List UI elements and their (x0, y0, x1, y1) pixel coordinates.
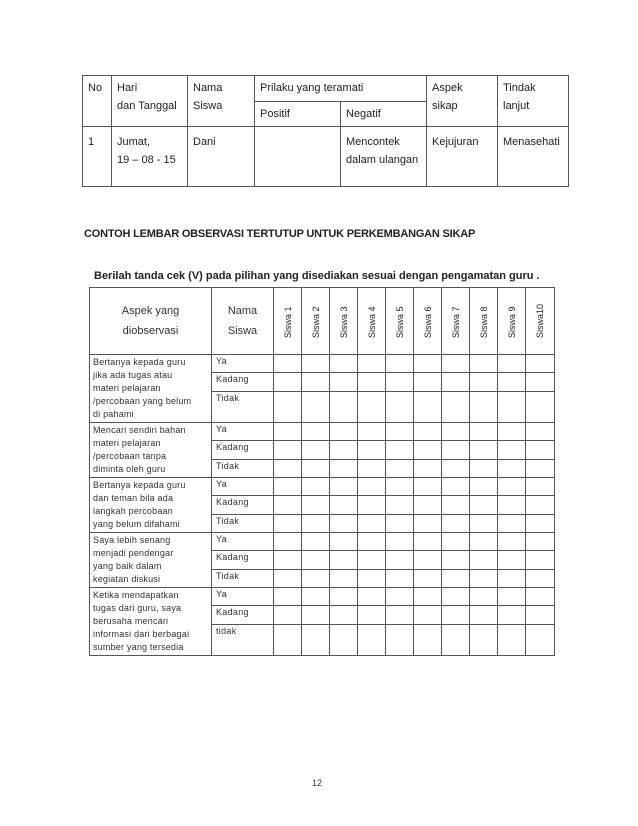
check-cell[interactable] (302, 606, 330, 624)
row-negatif-line2: dalam ulangan (346, 154, 419, 166)
check-cell[interactable] (498, 441, 526, 459)
check-cell[interactable] (442, 373, 470, 391)
header-positif (255, 101, 341, 127)
check-cell[interactable] (414, 569, 442, 587)
check-cell[interactable] (470, 459, 498, 477)
aspect-description-line: /percobaan yang belum (93, 396, 192, 406)
student-label: Siswa10 (535, 303, 545, 338)
row-nama-value: Dani (193, 136, 216, 148)
aspect-description-line: materi pelajaran (93, 383, 161, 393)
aspect-description-line: Ketika mendapatkan (93, 590, 179, 600)
check-cell[interactable] (526, 441, 555, 459)
check-cell[interactable] (274, 391, 302, 422)
check-cell[interactable] (526, 551, 555, 569)
check-cell[interactable] (358, 588, 386, 606)
option-label: Tidak (212, 391, 274, 422)
aspect-description (90, 355, 212, 423)
check-cell[interactable] (330, 533, 358, 551)
check-cell[interactable] (274, 533, 302, 551)
header-siswa-3 (330, 288, 358, 355)
header-no (83, 76, 112, 127)
header-no-label: No (88, 82, 103, 94)
header-negatif-label: Negatif (346, 107, 381, 120)
row-negatif (341, 127, 427, 187)
check-cell[interactable] (302, 588, 330, 606)
option-label: Kadang (212, 551, 274, 569)
check-cell[interactable] (414, 533, 442, 551)
aspect-description-line: menjadi pendengar (93, 548, 174, 558)
aspect-description-line: Bertanya kepada guru (93, 480, 186, 490)
aspect-description-line: tugas dari guru, saya (93, 603, 182, 613)
aspect-description-line: Mencari sendiri bahan (93, 425, 186, 435)
student-label: Siswa 1 (282, 306, 293, 338)
check-cell[interactable] (358, 606, 386, 624)
header-siswa-8 (470, 288, 498, 355)
check-cell[interactable] (302, 624, 330, 655)
header-tindak-line1: Tindak (503, 82, 536, 94)
check-cell[interactable] (414, 355, 442, 373)
check-cell[interactable] (414, 551, 442, 569)
check-cell[interactable] (498, 588, 526, 606)
aspect-description (90, 588, 212, 656)
obs-body (90, 355, 555, 656)
header-nama (188, 76, 255, 127)
check-cell[interactable] (330, 624, 358, 655)
check-cell[interactable] (498, 459, 526, 477)
check-cell[interactable] (330, 551, 358, 569)
check-cell[interactable] (302, 533, 330, 551)
check-cell[interactable] (442, 391, 470, 422)
aspect-description-line: materi pelajaran (93, 438, 161, 448)
top-table-row (83, 127, 569, 187)
check-cell[interactable] (498, 624, 526, 655)
option-label: Kadang (212, 496, 274, 514)
check-cell[interactable] (386, 514, 414, 532)
row-hari-line2: 19 – 08 - 15 (117, 154, 176, 166)
check-cell[interactable] (498, 478, 526, 496)
check-cell[interactable] (526, 606, 555, 624)
check-cell[interactable] (330, 588, 358, 606)
check-cell[interactable] (470, 496, 498, 514)
check-cell[interactable] (386, 355, 414, 373)
check-cell[interactable] (442, 423, 470, 441)
check-cell[interactable] (442, 606, 470, 624)
option-label: Ya (212, 355, 274, 373)
header-siswa-10 (526, 288, 555, 355)
check-cell[interactable] (470, 551, 498, 569)
option-label: Tidak (212, 459, 274, 477)
option-label: Ya (212, 478, 274, 496)
header-hari-line1: Hari (117, 82, 138, 94)
header-siswa-4 (358, 288, 386, 355)
header-prilaku (255, 76, 427, 102)
aspect-description-line: berusaha mencari (93, 616, 169, 626)
check-cell[interactable] (330, 373, 358, 391)
aspect-description-line: informasi dari berbagai (93, 629, 190, 639)
check-cell[interactable] (302, 551, 330, 569)
header-prilaku-label: Prilaku yang teramati (260, 82, 364, 94)
check-cell[interactable] (274, 441, 302, 459)
check-cell[interactable] (302, 373, 330, 391)
aspect-description-line: Saya lebih senang (93, 535, 171, 545)
header-siswa-1 (274, 288, 302, 355)
check-cell[interactable] (442, 496, 470, 514)
check-cell[interactable] (386, 588, 414, 606)
check-cell[interactable] (470, 533, 498, 551)
check-cell[interactable] (302, 391, 330, 422)
check-cell[interactable] (442, 569, 470, 587)
check-cell[interactable] (386, 459, 414, 477)
aspect-description-line: sumber yang tersedia (93, 642, 184, 652)
check-cell[interactable] (358, 391, 386, 422)
check-cell[interactable] (442, 478, 470, 496)
check-cell[interactable] (386, 441, 414, 459)
check-cell[interactable] (526, 478, 555, 496)
header-siswa-6 (414, 288, 442, 355)
aspect-description-line: kegiatan diskusi (93, 574, 161, 584)
check-cell[interactable] (274, 423, 302, 441)
obs-option-row (90, 478, 555, 496)
check-cell[interactable] (470, 391, 498, 422)
check-cell[interactable] (274, 355, 302, 373)
aspect-description-line: jika ada tugas atau (93, 370, 173, 380)
student-label: Siswa 9 (506, 306, 517, 338)
check-cell[interactable] (526, 569, 555, 587)
check-cell[interactable] (274, 588, 302, 606)
check-cell[interactable] (330, 478, 358, 496)
aspect-description (90, 423, 212, 478)
check-cell[interactable] (302, 496, 330, 514)
header-aspek-observasi (90, 288, 212, 355)
student-label: Siswa 3 (338, 306, 349, 338)
check-cell[interactable] (358, 423, 386, 441)
header-aspek-line2: sikap (432, 100, 458, 112)
aspect-description-line: Bertanya kepada guru (93, 357, 186, 367)
header-aspek-observasi-line1: Aspek yang (121, 305, 180, 317)
check-cell[interactable] (470, 478, 498, 496)
check-cell[interactable] (330, 459, 358, 477)
check-cell[interactable] (358, 355, 386, 373)
option-label: Kadang (212, 441, 274, 459)
check-cell[interactable] (274, 514, 302, 532)
aspect-description-line: dan teman bila ada (93, 493, 174, 503)
check-cell[interactable] (442, 514, 470, 532)
check-cell[interactable] (414, 441, 442, 459)
closed-observation-table (89, 287, 555, 656)
check-cell[interactable] (330, 514, 358, 532)
student-label: Siswa 5 (394, 306, 405, 338)
section-heading: CONTOH LEMBAR OBSERVASI TERTUTUP UNTUK PERKEMBANGAN SIKAP (84, 228, 476, 240)
check-cell[interactable] (526, 624, 555, 655)
option-label: Ya (212, 423, 274, 441)
obs-option-row (90, 533, 555, 551)
check-cell[interactable] (414, 606, 442, 624)
check-cell[interactable] (358, 551, 386, 569)
check-cell[interactable] (274, 496, 302, 514)
check-cell[interactable] (442, 459, 470, 477)
header-nama-siswa-line1: Nama (227, 305, 258, 317)
check-cell[interactable] (386, 478, 414, 496)
header-aspek-line1: Aspek (432, 82, 463, 94)
check-cell[interactable] (302, 478, 330, 496)
check-cell[interactable] (414, 478, 442, 496)
aspect-description (90, 478, 212, 533)
student-label: Siswa 6 (422, 306, 433, 338)
header-positif-label: Positif (260, 107, 290, 120)
check-cell[interactable] (414, 391, 442, 422)
check-cell[interactable] (498, 391, 526, 422)
check-cell[interactable] (274, 624, 302, 655)
check-cell[interactable] (414, 496, 442, 514)
header-nama-siswa (212, 288, 274, 355)
check-cell[interactable] (414, 373, 442, 391)
header-nama-line1: Nama (193, 82, 223, 94)
check-cell[interactable] (358, 533, 386, 551)
check-cell[interactable] (386, 533, 414, 551)
check-cell[interactable] (358, 478, 386, 496)
check-cell[interactable] (386, 624, 414, 655)
row-negatif-line1: Mencontek (346, 136, 400, 148)
header-nama-line2: Siswa (193, 100, 223, 112)
check-cell[interactable] (470, 514, 498, 532)
check-cell[interactable] (302, 355, 330, 373)
row-aspek (427, 127, 498, 187)
check-cell[interactable] (330, 355, 358, 373)
check-cell[interactable] (526, 423, 555, 441)
check-cell[interactable] (414, 624, 442, 655)
aspect-description-line: yang belum difahami (93, 519, 180, 529)
aspect-description (90, 533, 212, 588)
option-label: Ya (212, 533, 274, 551)
check-cell[interactable] (302, 423, 330, 441)
check-cell[interactable] (330, 496, 358, 514)
option-label: Kadang (212, 373, 274, 391)
check-cell[interactable] (526, 533, 555, 551)
check-cell[interactable] (302, 459, 330, 477)
check-cell[interactable] (358, 624, 386, 655)
check-cell[interactable] (470, 373, 498, 391)
check-cell[interactable] (274, 373, 302, 391)
check-cell[interactable] (470, 355, 498, 373)
obs-option-row (90, 588, 555, 606)
check-cell[interactable] (274, 551, 302, 569)
check-cell[interactable] (470, 441, 498, 459)
check-cell[interactable] (498, 533, 526, 551)
observation-record-table (82, 75, 569, 187)
aspect-description-line: yang baik dalam (93, 561, 162, 571)
obs-option-row (90, 423, 555, 441)
row-no (83, 127, 112, 187)
check-cell[interactable] (330, 606, 358, 624)
check-cell[interactable] (274, 459, 302, 477)
check-cell[interactable] (386, 606, 414, 624)
check-cell[interactable] (498, 606, 526, 624)
check-cell[interactable] (302, 441, 330, 459)
row-aspek-value: Kejujuran (432, 136, 479, 148)
page-number: 12 (312, 778, 323, 788)
check-cell[interactable] (442, 551, 470, 569)
header-tindak-line2: lanjut (503, 100, 530, 112)
row-nama (188, 127, 255, 187)
header-aspek (427, 76, 498, 127)
instruction-text: Berilah tanda cek (V) pada pilihan yang disediakan sesuai dengan pengamatan guru . (94, 270, 540, 282)
check-cell[interactable] (386, 569, 414, 587)
check-cell[interactable] (526, 588, 555, 606)
check-cell[interactable] (414, 514, 442, 532)
check-cell[interactable] (526, 459, 555, 477)
check-cell[interactable] (498, 514, 526, 532)
check-cell[interactable] (330, 423, 358, 441)
aspect-description-line: di pahami (93, 409, 134, 419)
row-tindak-value: Menasehati (503, 136, 560, 148)
header-siswa-7 (442, 288, 470, 355)
header-hari (112, 76, 188, 127)
check-cell[interactable] (358, 569, 386, 587)
check-cell[interactable] (358, 441, 386, 459)
check-cell[interactable] (526, 514, 555, 532)
check-cell[interactable] (470, 588, 498, 606)
check-cell[interactable] (330, 441, 358, 459)
header-siswa-2 (302, 288, 330, 355)
check-cell[interactable] (526, 373, 555, 391)
header-siswa-5 (386, 288, 414, 355)
header-hari-line2: dan Tanggal (117, 100, 177, 112)
check-cell[interactable] (442, 533, 470, 551)
header-aspek-observasi-line2: diobservasi (122, 325, 179, 337)
check-cell[interactable] (526, 496, 555, 514)
check-cell[interactable] (386, 551, 414, 569)
check-cell[interactable] (526, 355, 555, 373)
check-cell[interactable] (414, 423, 442, 441)
check-cell[interactable] (442, 441, 470, 459)
option-label: Tidak (212, 569, 274, 587)
check-cell[interactable] (274, 478, 302, 496)
header-siswa-9 (498, 288, 526, 355)
row-hari-line1: Jumat, (117, 136, 151, 148)
check-cell[interactable] (414, 459, 442, 477)
row-positif (255, 127, 341, 187)
header-nama-siswa-line2: Siswa (227, 325, 258, 337)
check-cell[interactable] (498, 551, 526, 569)
obs-header-row (90, 288, 555, 355)
check-cell[interactable] (274, 606, 302, 624)
check-cell[interactable] (498, 355, 526, 373)
student-label: Siswa 7 (450, 306, 461, 338)
aspect-description-line: diminta oleh guru (93, 464, 166, 474)
check-cell[interactable] (386, 496, 414, 514)
check-cell[interactable] (274, 569, 302, 587)
check-cell[interactable] (498, 569, 526, 587)
option-label: Kadang (212, 606, 274, 624)
check-cell[interactable] (470, 624, 498, 655)
check-cell[interactable] (470, 569, 498, 587)
check-cell[interactable] (442, 588, 470, 606)
check-cell[interactable] (330, 569, 358, 587)
check-cell[interactable] (386, 373, 414, 391)
check-cell[interactable] (358, 373, 386, 391)
top-table-header-row (83, 76, 569, 102)
header-tindak (498, 76, 569, 127)
check-cell[interactable] (470, 423, 498, 441)
row-hari (112, 127, 188, 187)
check-cell[interactable] (358, 496, 386, 514)
check-cell[interactable] (526, 391, 555, 422)
check-cell[interactable] (386, 391, 414, 422)
check-cell[interactable] (498, 423, 526, 441)
check-cell[interactable] (330, 391, 358, 422)
row-no-value: 1 (88, 136, 95, 148)
check-cell[interactable] (470, 606, 498, 624)
option-label: tidak (212, 624, 274, 655)
check-cell[interactable] (386, 423, 414, 441)
student-label: Siswa 8 (478, 306, 489, 338)
check-cell[interactable] (358, 514, 386, 532)
aspect-description-line: langkah percobaan (93, 506, 173, 516)
student-label: Siswa 4 (366, 306, 377, 338)
check-cell[interactable] (414, 588, 442, 606)
check-cell[interactable] (302, 569, 330, 587)
check-cell[interactable] (498, 373, 526, 391)
option-label: Ya (212, 588, 274, 606)
check-cell[interactable] (442, 624, 470, 655)
check-cell[interactable] (358, 459, 386, 477)
check-cell[interactable] (302, 514, 330, 532)
obs-option-row (90, 355, 555, 373)
check-cell[interactable] (498, 496, 526, 514)
row-tindak (498, 127, 569, 187)
header-negatif (341, 101, 427, 127)
check-cell[interactable] (442, 355, 470, 373)
option-label: Tidak (212, 514, 274, 532)
student-label: Siswa 2 (310, 306, 321, 338)
aspect-description-line: /percobaan tanpa (93, 451, 167, 461)
